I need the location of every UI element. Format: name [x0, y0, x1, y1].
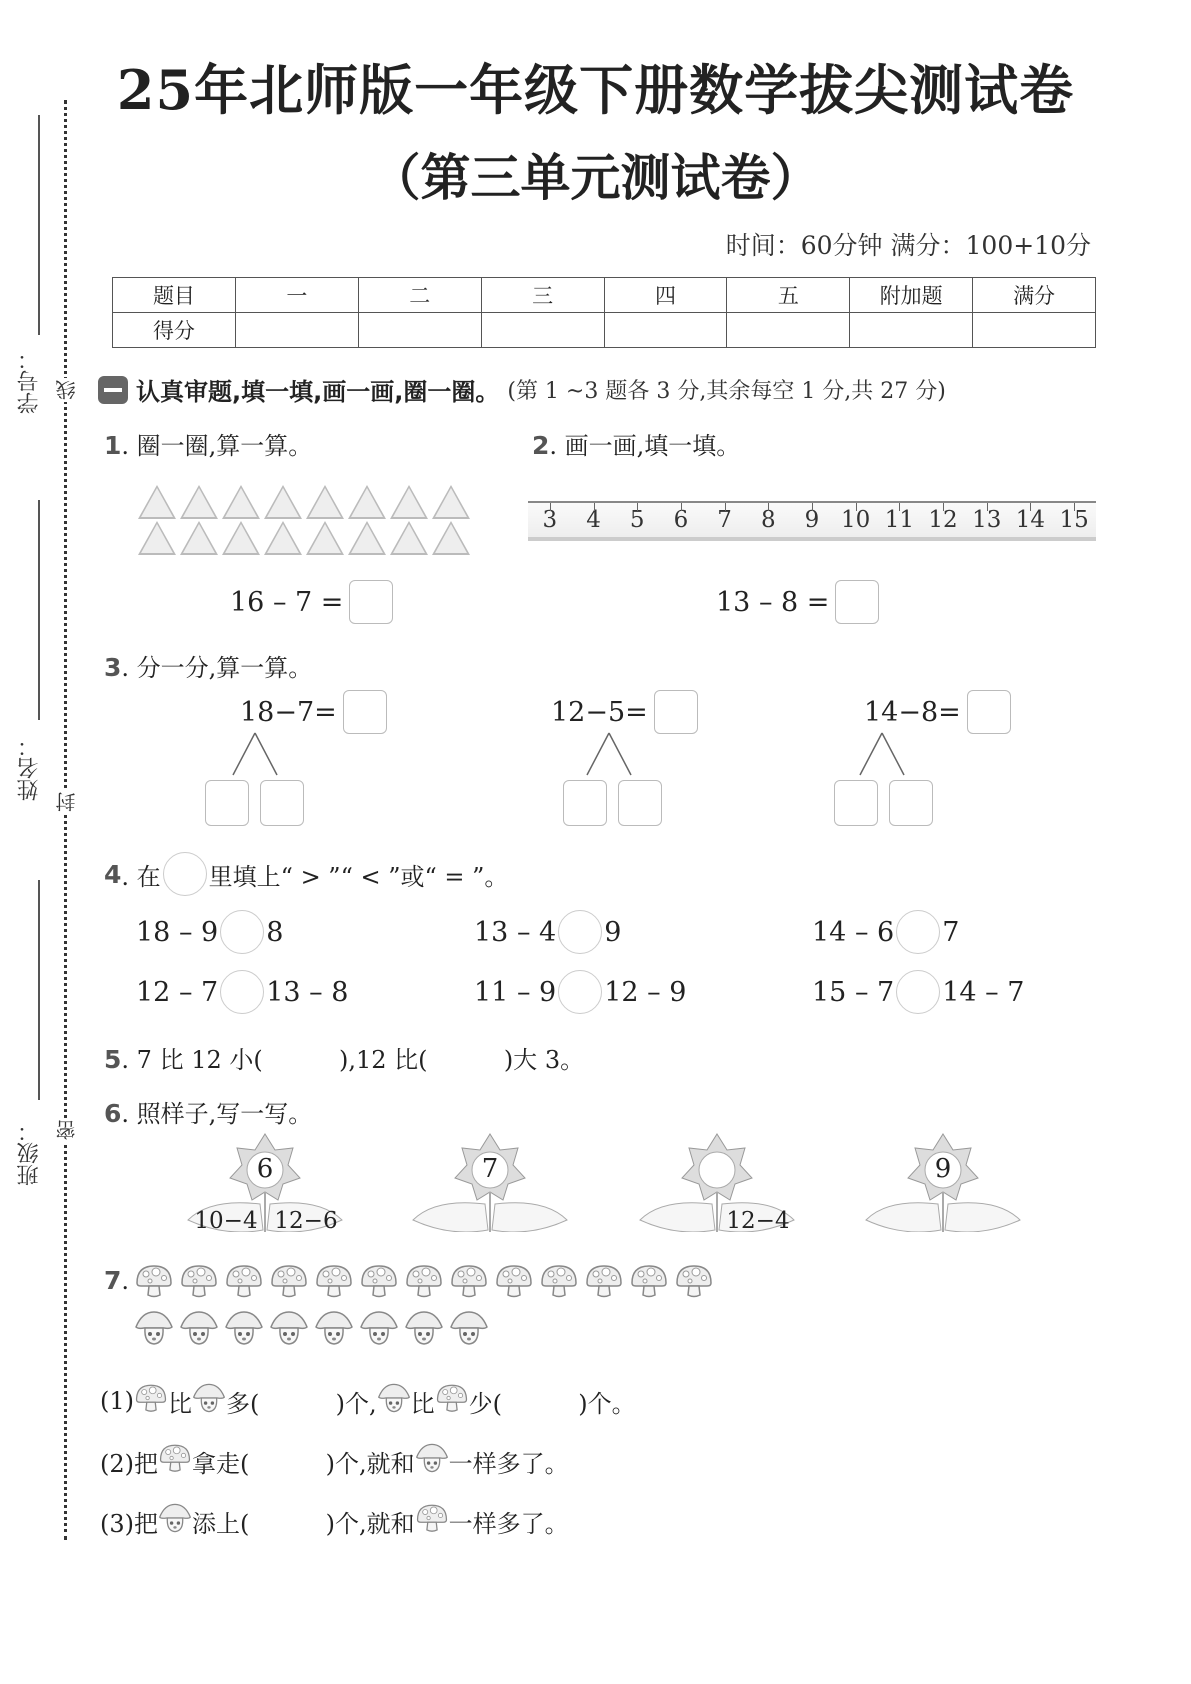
name-label: 姓名： [17, 735, 42, 801]
compare-left: 14 – 6 [812, 916, 895, 948]
score-header-cell: 题目 [113, 278, 236, 313]
face-mushroom-icon [158, 1502, 192, 1540]
ruler-tick-label: 12 [921, 503, 965, 537]
decompose-tree-1 [205, 690, 405, 840]
part-box[interactable] [889, 780, 933, 826]
equation-text: 16 – 7 = [230, 586, 344, 618]
question-number: 1 [104, 431, 122, 460]
equation-text: 18−7= [240, 696, 337, 728]
face-mushroom-icon [359, 1310, 401, 1346]
face-mushroom-icon [134, 1310, 176, 1346]
spotted-mushroom-icon [415, 1502, 449, 1540]
score-header-cell: 五 [727, 278, 850, 313]
compare-answer-circle[interactable] [220, 910, 264, 954]
triangle-icon[interactable] [180, 521, 218, 555]
sub-text: 少( )个。 [468, 1389, 636, 1418]
flower-center-number: 9 [934, 1154, 952, 1184]
compare-answer-circle[interactable] [558, 970, 602, 1014]
seal-char-line: 线 [52, 378, 81, 402]
sub-text: (3)把 [100, 1509, 158, 1538]
flower-left-leaf-text: 10−4 [194, 1208, 258, 1234]
compare-right: 13 – 8 [266, 976, 349, 1008]
question-number: 7 [104, 1266, 122, 1295]
question-3-prompt [104, 648, 312, 683]
triangle-icon[interactable] [390, 485, 428, 519]
question-text: . 7 比 12 小( ),12 比( )大 3。 [121, 1046, 585, 1074]
triangle-icon[interactable] [432, 521, 470, 555]
answer-box[interactable] [654, 690, 698, 734]
spotted-mushroom-icon [494, 1263, 536, 1299]
time-and-score-info: 时间：60分钟 满分：100+10分 [725, 231, 1091, 260]
spotted-mushroom-icon [449, 1263, 491, 1299]
question-number: 2 [532, 431, 550, 460]
spotted-mushroom-row [134, 1263, 716, 1299]
triangle-icon[interactable] [306, 485, 344, 519]
score-header-cell: 一 [235, 278, 358, 313]
compare-answer-circle[interactable] [896, 970, 940, 1014]
number-line-ruler [528, 501, 1096, 541]
spotted-mushroom-icon [314, 1263, 356, 1299]
ruler-tick-label: 4 [572, 503, 616, 537]
compare-left: 11 – 9 [474, 976, 557, 1008]
triangle-icon[interactable] [432, 485, 470, 519]
flower-right-leaf-text: 12−4 [726, 1208, 790, 1234]
ruler-tick-label: 13 [965, 503, 1009, 537]
question-text: 里填上“ > ”“ < ”或“ = ”。 [208, 862, 509, 891]
compare-right: 14 – 7 [942, 976, 1025, 1008]
question-text: . 圈一圈,算一算。 [121, 432, 313, 460]
spotted-mushroom-icon [629, 1263, 671, 1299]
face-mushroom-icon [404, 1310, 446, 1346]
score-header-cell: 三 [481, 278, 604, 313]
question-7-number: 7 . [104, 1266, 130, 1295]
seal-dotted-line [64, 100, 67, 1540]
question-number: 3 [104, 653, 122, 682]
page-title: 25年北师版一年级下册数学拔尖测试卷 [116, 58, 1075, 122]
circle-symbol-icon [163, 852, 207, 896]
q7-sub-3 [100, 1502, 569, 1540]
compare-left: 12 – 7 [136, 976, 219, 1008]
score-table [112, 277, 1096, 348]
triangle-icon[interactable] [348, 521, 386, 555]
sub-text: 多( )个, [226, 1389, 377, 1418]
compare-right: 7 [942, 916, 960, 948]
score-header-cell: 二 [358, 278, 481, 313]
sub-text: 添上( )个,就和 [192, 1509, 415, 1538]
score-header-cell: 四 [604, 278, 727, 313]
compare-item [474, 910, 621, 954]
part-box[interactable] [618, 780, 662, 826]
spotted-mushroom-icon [134, 1263, 176, 1299]
score-cell[interactable] [973, 313, 1096, 348]
answer-box[interactable] [349, 580, 393, 624]
triangle-icon[interactable] [138, 521, 176, 555]
spotted-mushroom-icon [224, 1263, 266, 1299]
score-cell[interactable] [358, 313, 481, 348]
sub-text: 拿走( )个,就和 [192, 1449, 415, 1478]
ruler-tick-label: 9 [790, 503, 834, 537]
face-mushroom-icon [415, 1442, 449, 1480]
seal-char-secret: 密 [52, 1118, 81, 1142]
score-cell[interactable] [727, 313, 850, 348]
question-number: 4 [104, 859, 122, 889]
class-label: 班级： [17, 1120, 42, 1186]
flower-number-bond [405, 1132, 575, 1232]
question-text: . 照样子,写一写。 [121, 1100, 313, 1128]
triangle-icon[interactable] [264, 485, 302, 519]
score-cell[interactable] [604, 313, 727, 348]
sub-text: (1) [100, 1387, 134, 1415]
ruler-tick-label: 6 [659, 503, 703, 537]
spotted-mushroom-icon [539, 1263, 581, 1299]
compare-left: 13 – 4 [474, 916, 557, 948]
question-text: . 分一分,算一算。 [121, 654, 313, 682]
face-mushroom-icon [314, 1310, 356, 1346]
face-mushroom-icon [377, 1382, 411, 1420]
compare-left: 15 – 7 [812, 976, 895, 1008]
sub-text: 一样多了。 [448, 1509, 569, 1538]
score-table-score-row [113, 313, 1096, 348]
question-2-prompt [532, 426, 740, 461]
spotted-mushroom-icon [359, 1263, 401, 1299]
score-cell[interactable] [235, 313, 358, 348]
ruler-tick-label: 5 [615, 503, 659, 537]
split-lines-icon [205, 730, 325, 780]
face-mushroom-row [134, 1310, 491, 1346]
compare-right: 9 [604, 916, 622, 948]
ruler-tick-label: 8 [746, 503, 790, 537]
flower-center-number: 7 [481, 1154, 499, 1184]
spotted-mushroom-icon [435, 1382, 469, 1420]
name-underline-top [38, 500, 40, 720]
question-6-prompt [104, 1094, 312, 1129]
sub-text: (2)把 [100, 1449, 158, 1478]
triangle-icon[interactable] [306, 521, 344, 555]
ruler-tick-label: 10 [834, 503, 878, 537]
triangle-icon[interactable] [180, 485, 218, 519]
face-mushroom-icon [192, 1382, 226, 1420]
triangle-icon[interactable] [222, 485, 260, 519]
face-mushroom-icon [449, 1310, 491, 1346]
compare-answer-circle[interactable] [558, 910, 602, 954]
answer-box[interactable] [835, 580, 879, 624]
ruler-tick-label: 3 [528, 503, 572, 537]
question-number: 6 [104, 1099, 122, 1128]
compare-item [812, 970, 1024, 1014]
spotted-mushroom-icon [158, 1442, 192, 1480]
question-5-prompt [104, 1040, 584, 1075]
answer-box[interactable] [967, 690, 1011, 734]
part-box[interactable] [834, 780, 878, 826]
seal-char-seal: 封 [52, 790, 81, 814]
part-box[interactable] [563, 780, 607, 826]
part-box[interactable] [205, 780, 249, 826]
q7-sub-2 [100, 1442, 569, 1480]
equation-text: 13 – 8 = [716, 586, 830, 618]
compare-left: 18 – 9 [136, 916, 219, 948]
q2-equation [716, 580, 879, 624]
compare-right: 8 [266, 916, 284, 948]
q7-sub-1 [100, 1382, 636, 1420]
question-text: . 画一画,填一填。 [549, 432, 741, 460]
compare-item [812, 910, 959, 954]
equation-text: 12−5= [551, 696, 648, 728]
question-number: 5 [104, 1045, 122, 1074]
score-header-cell: 附加题 [850, 278, 973, 313]
compare-item [136, 910, 283, 954]
spotted-mushroom-icon [674, 1263, 716, 1299]
triangle-icon[interactable] [138, 485, 176, 519]
section-title: 认真审题,填一填,画一画,圈一圈。 [136, 378, 500, 406]
flower-number-bond [858, 1132, 1028, 1232]
split-lines-icon [563, 730, 683, 780]
score-row-label: 得分 [113, 313, 236, 348]
decompose-tree-3 [834, 690, 1034, 840]
class-underline [38, 880, 40, 1100]
q1-equation [230, 580, 393, 624]
compare-answer-circle[interactable] [220, 970, 264, 1014]
triangle-icon[interactable] [348, 485, 386, 519]
section-number-badge-icon [98, 376, 128, 404]
split-lines-icon [834, 730, 954, 780]
question-4-prompt [104, 852, 508, 896]
triangle-grid [136, 485, 472, 555]
section-score-note: (第 1 ~3 题各 3 分,其余每空 1 分,共 27 分) [507, 379, 946, 404]
triangle-icon[interactable] [390, 521, 428, 555]
question-text: . 在 [121, 862, 161, 891]
ruler-tick-label: 11 [878, 503, 922, 537]
score-cell[interactable] [850, 313, 973, 348]
question-1-prompt [104, 426, 312, 461]
ruler-tick-label: 14 [1009, 503, 1053, 537]
triangle-icon[interactable] [222, 521, 260, 555]
score-header-cell: 满分 [973, 278, 1096, 313]
student-id-label: 学号： [17, 348, 42, 414]
sub-text: 一样多了。 [448, 1449, 569, 1478]
section-1-heading [98, 372, 946, 407]
spotted-mushroom-icon [269, 1263, 311, 1299]
spotted-mushroom-icon [179, 1263, 221, 1299]
face-mushroom-icon [269, 1310, 311, 1346]
ruler-tick-label: 15 [1052, 503, 1096, 537]
flower-right-leaf-text: 12−6 [274, 1208, 338, 1234]
spotted-mushroom-icon [404, 1263, 446, 1299]
face-mushroom-icon [179, 1310, 221, 1346]
equation-text: 14−8= [864, 696, 961, 728]
flower-center-number: 6 [256, 1154, 274, 1184]
spotted-mushroom-icon [584, 1263, 626, 1299]
flower-number-bond [180, 1132, 350, 1232]
sub-text: 比 [168, 1389, 192, 1418]
compare-answer-circle[interactable] [896, 910, 940, 954]
part-box[interactable] [260, 780, 304, 826]
decompose-tree-2 [551, 690, 763, 840]
triangle-icon[interactable] [264, 521, 302, 555]
face-mushroom-icon [224, 1310, 266, 1346]
score-cell[interactable] [481, 313, 604, 348]
score-table-header-row [113, 278, 1096, 313]
spotted-mushroom-icon [134, 1382, 168, 1420]
sub-text: 比 [410, 1389, 435, 1418]
compare-item [136, 970, 348, 1014]
compare-right: 12 – 9 [604, 976, 687, 1008]
flower-number-bond [632, 1132, 802, 1232]
page-subtitle: （第三单元测试卷） [370, 148, 821, 207]
compare-item [474, 970, 686, 1014]
ruler-tick-label: 7 [703, 503, 747, 537]
answer-box[interactable] [343, 690, 387, 734]
